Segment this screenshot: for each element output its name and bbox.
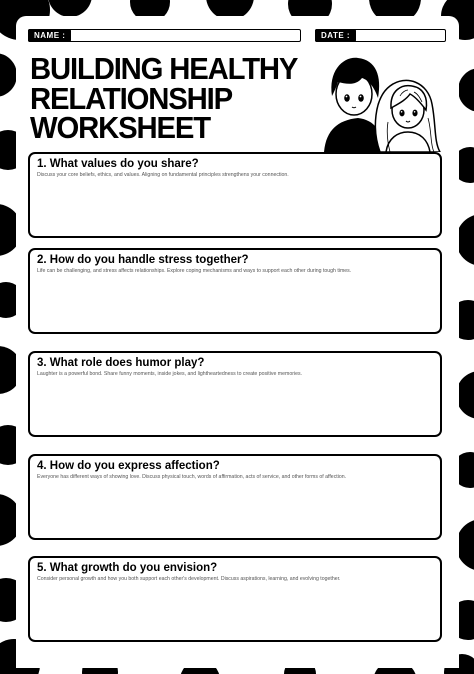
question-card-1[interactable]	[28, 152, 442, 238]
question-title: 2. How do you handle stress together?	[37, 254, 249, 266]
question-card-2[interactable]	[28, 248, 442, 334]
question-title: 5. What growth do you envision?	[37, 562, 218, 574]
title-line-3: WORKSHEET	[30, 111, 210, 145]
couple-illustration	[316, 52, 446, 152]
question-description: Laughter is a powerful bond. Share funny moments, inside jokes, and lightheartedness to create positive memories.	[37, 371, 302, 377]
question-description: Life can be challenging, and stress affects relationships. Explore coping mechanisms and ways to support each other during tough times.	[37, 268, 352, 274]
question-description: Discuss your core beliefs, ethics, and values. Aligning on fundamental principles strengthens your connection.	[37, 172, 289, 178]
question-description: Everyone has different ways of showing love. Discuss physical touch, words of affirmation, acts of service, and other forms of affection.	[37, 474, 347, 480]
worksheet-title	[30, 52, 298, 145]
question-description: Consider personal growth and how you both support each other's development. Discuss aspirations, learning, and evolving together.	[37, 576, 341, 582]
question-card-3[interactable]	[28, 351, 442, 437]
title-line-2: RELATIONSHIP	[30, 81, 232, 116]
name-label: NAME :	[28, 29, 71, 42]
date-label: DATE :	[315, 29, 356, 42]
question-title: 4. How do you express affection?	[37, 460, 220, 472]
question-card-4[interactable]	[28, 454, 442, 540]
question-card-5[interactable]	[28, 556, 442, 642]
title-line-1: BUILDING HEALTHY	[30, 52, 298, 86]
question-title: 3. What role does humor play?	[37, 357, 205, 369]
question-title: 1. What values do you share?	[37, 158, 199, 170]
